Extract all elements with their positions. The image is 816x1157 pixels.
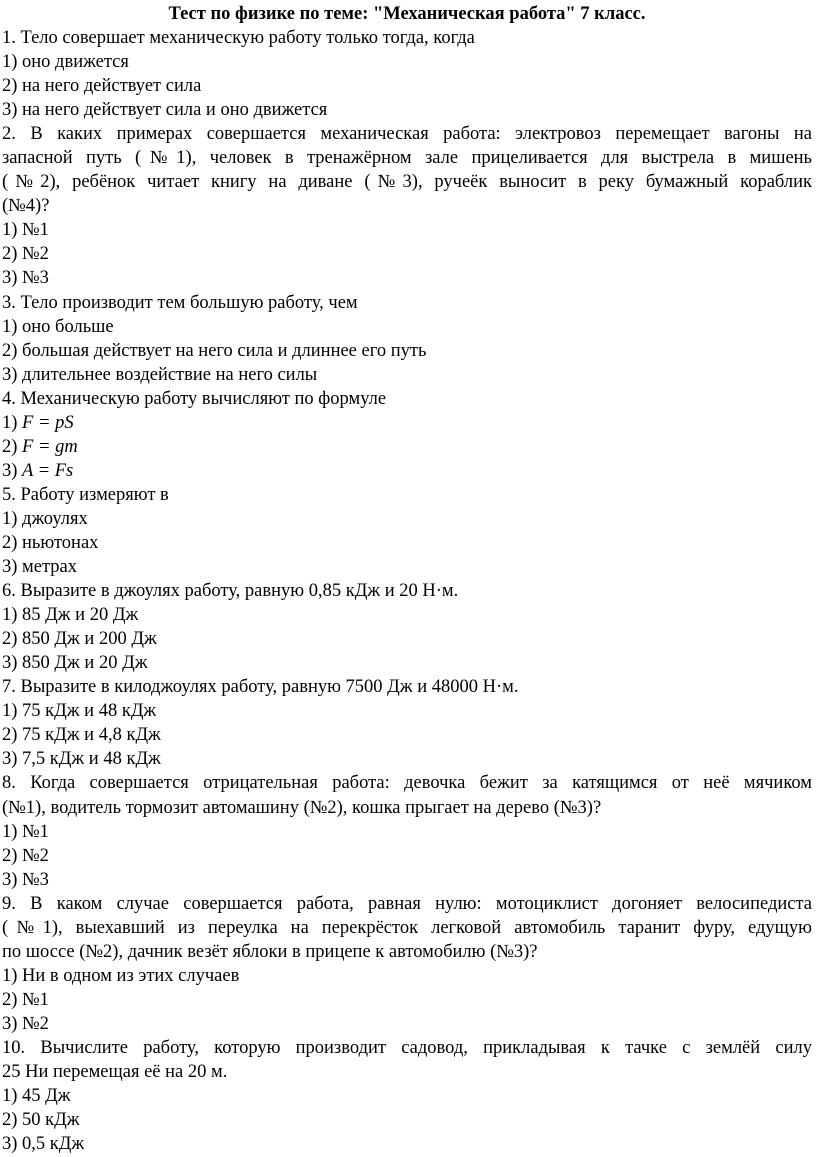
answer-option: 2) 50 кДж xyxy=(2,1110,80,1131)
question-10 xyxy=(2,1036,812,1156)
question-2 xyxy=(2,122,812,290)
question-line: 6. Выразите в джоулях работу, равную 0,85 кДж и 20 Н·м. xyxy=(2,581,459,602)
question-1 xyxy=(2,26,812,122)
answer-option: 1) 85 Дж и 20 Дж xyxy=(2,605,139,626)
question-line: 25 Ни перемещая её на 20 м. xyxy=(2,1062,228,1083)
question-text xyxy=(2,675,812,699)
question-line: 10. Вычислите работу, которую производит садовод, прикладывая к тачке с землёй силу xyxy=(2,1037,812,1058)
question-text xyxy=(2,1036,812,1084)
option-prefix: 2) xyxy=(2,436,23,457)
answer-option: 1) №1 xyxy=(2,220,49,241)
answer-option: 2) №2 xyxy=(2,244,49,265)
answer-option: 2) ньютонах xyxy=(2,532,99,553)
question-line: (№4)? xyxy=(2,196,50,217)
answer-option: 2) №2 xyxy=(2,845,49,866)
answer-option: 1) 45 Дж xyxy=(2,1086,71,1107)
question-line: запасной путь (№1), человек в тренажёрном зале прицеливается для выстрела в мишень xyxy=(2,148,812,169)
question-line: 7. Выразите в килоджоулях работу, равную 7500 Дж и 48000 Н·м. xyxy=(2,677,519,698)
question-5 xyxy=(2,483,812,579)
answer-option: 3) на него действует сила и оно движется xyxy=(2,100,328,121)
question-text xyxy=(2,771,812,819)
answer-option xyxy=(2,435,812,459)
answer-option: 1) джоулях xyxy=(2,508,88,529)
answer-option: 3) №3 xyxy=(2,869,49,890)
answer-option xyxy=(2,459,812,483)
question-text xyxy=(2,892,812,964)
answer-option: 3) 7,5 кДж и 48 кДж xyxy=(2,749,161,770)
answer-option: 1) оно движется xyxy=(2,52,129,73)
answer-option: 3) №2 xyxy=(2,1013,49,1034)
answer-option: 1) Ни в одном из этих случаев xyxy=(2,965,240,986)
option-prefix: 1) xyxy=(2,412,23,433)
question-line: 8. Когда совершается отрицательная работа: девочка бежит за катящимся от неё мячиком xyxy=(2,773,812,794)
question-text xyxy=(2,122,812,218)
question-9 xyxy=(2,892,812,1036)
formula: F = gm xyxy=(22,436,78,457)
document-title: Тест по физике по теме: "Механическая работа" 7 класс. xyxy=(168,4,646,24)
question-4 xyxy=(2,387,812,483)
answer-option: 1) оно больше xyxy=(2,316,114,337)
question-line: (№2), ребёнок читает книгу на диване (№3), ручеёк выносит в реку бумажный кораблик xyxy=(2,172,812,193)
option-prefix: 3) xyxy=(2,460,23,481)
question-6 xyxy=(2,579,812,675)
question-line: 4. Механическую работу вычисляют по формуле xyxy=(2,388,387,409)
question-line: 9. В каком случае совершается работа, равная нулю: мотоциклист догоняет велосипедиста xyxy=(2,893,812,914)
question-text xyxy=(2,579,812,603)
answer-option: 3) 850 Дж и 20 Дж xyxy=(2,653,148,674)
question-text xyxy=(2,483,812,507)
answer-option: 2) №1 xyxy=(2,989,49,1010)
question-3 xyxy=(2,291,812,387)
question-8 xyxy=(2,771,812,891)
answer-option xyxy=(2,411,812,435)
formula: F = pS xyxy=(22,412,74,433)
answer-option: 3) №3 xyxy=(2,268,49,289)
answer-option: 2) большая действует на него сила и длиннее его путь xyxy=(2,340,427,361)
question-line: 2. В каких примерах совершается механическая работа: электровоз перемещает вагоны на xyxy=(2,124,812,145)
question-line: по шоссе (№2), дачник везёт яблоки в прицепе к автомобилю (№3)? xyxy=(2,941,538,962)
question-text xyxy=(2,387,812,411)
answer-option: 1) 75 кДж и 48 кДж xyxy=(2,701,157,722)
answer-option: 3) 0,5 кДж xyxy=(2,1134,85,1155)
question-line: 3. Тело производит тем большую работу, чем xyxy=(2,292,358,313)
question-line: 5. Работу измеряют в xyxy=(2,484,169,505)
question-text xyxy=(2,291,812,315)
question-line: (№1), водитель тормозит автомашину (№2), кошка прыгает на дерево (№3)? xyxy=(2,797,602,818)
question-line: (№1), выехавший из переулка на перекрёсток легковой автомобиль таранит фуру, едущую xyxy=(2,917,812,938)
formula: A = Fs xyxy=(22,460,74,481)
question-7 xyxy=(2,675,812,771)
answer-option: 2) 850 Дж и 200 Дж xyxy=(2,629,157,650)
answer-option: 2) на него действует сила xyxy=(2,76,202,97)
answer-option: 2) 75 кДж и 4,8 кДж xyxy=(2,725,161,746)
answer-option: 3) метрах xyxy=(2,557,77,578)
question-line: 1. Тело совершает механическую работу только тогда, когда xyxy=(2,28,475,48)
answer-option: 3) длительнее воздействие на него силы xyxy=(2,364,318,385)
answer-option: 1) №1 xyxy=(2,821,49,842)
question-text xyxy=(2,26,812,50)
